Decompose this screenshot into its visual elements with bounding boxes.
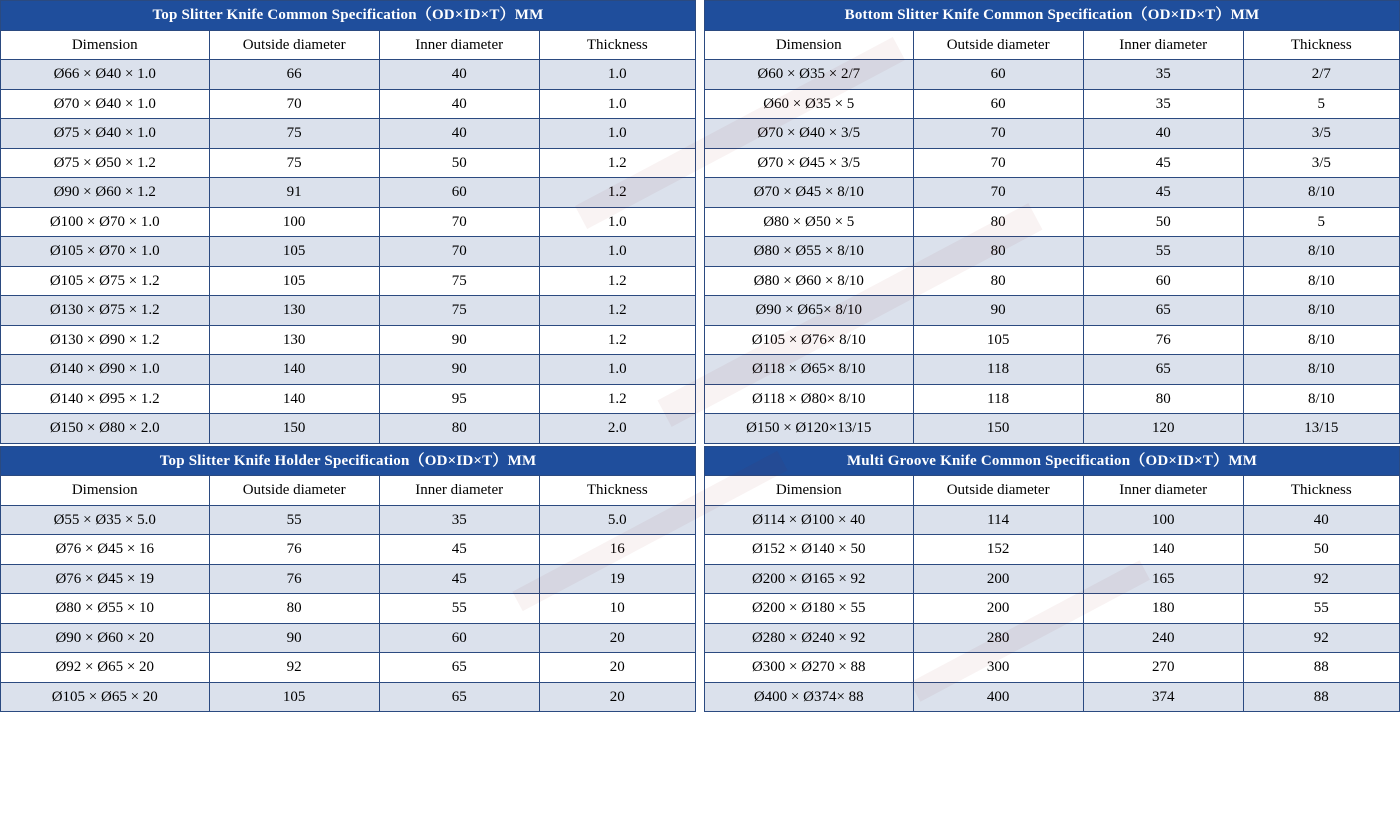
cell-thickness: 20 <box>539 653 695 683</box>
cell-thickness: 5.0 <box>539 505 695 535</box>
cell-inner-diameter: 65 <box>379 682 539 712</box>
cell-dimension: Ø90 × Ø60 × 1.2 <box>1 178 210 208</box>
table-row <box>1 653 696 683</box>
cell-inner-diameter: 65 <box>1083 355 1243 385</box>
table-row <box>705 594 1400 624</box>
cell-thickness: 1.2 <box>539 148 695 178</box>
cell-dimension: Ø150 × Ø120×13/15 <box>705 414 914 444</box>
cell-dimension: Ø400 × Ø374× 88 <box>705 682 914 712</box>
column-header: Inner diameter <box>1083 30 1243 60</box>
cell-dimension: Ø80 × Ø50 × 5 <box>705 207 914 237</box>
cell-dimension: Ø152 × Ø140 × 50 <box>705 535 914 565</box>
table-row <box>705 237 1400 267</box>
cell-inner-diameter: 165 <box>1083 564 1243 594</box>
cell-inner-diameter: 180 <box>1083 594 1243 624</box>
table-title: Multi Groove Knife Common Specification（OD×ID×T）MM <box>705 446 1400 476</box>
cell-dimension: Ø70 × Ø45 × 8/10 <box>705 178 914 208</box>
cell-outside-diameter: 105 <box>209 682 379 712</box>
cell-inner-diameter: 60 <box>379 178 539 208</box>
cell-thickness: 5 <box>1243 207 1399 237</box>
table-row <box>1 237 696 267</box>
cell-dimension: Ø92 × Ø65 × 20 <box>1 653 210 683</box>
cell-dimension: Ø66 × Ø40 × 1.0 <box>1 60 210 90</box>
cell-dimension: Ø140 × Ø90 × 1.0 <box>1 355 210 385</box>
table-title-row <box>1 446 696 476</box>
cell-thickness: 50 <box>1243 535 1399 565</box>
table-row <box>705 60 1400 90</box>
table-row <box>705 414 1400 444</box>
cell-thickness: 8/10 <box>1243 266 1399 296</box>
cell-inner-diameter: 90 <box>379 355 539 385</box>
table-row <box>705 623 1400 653</box>
cell-dimension: Ø60 × Ø35 × 5 <box>705 89 914 119</box>
cell-thickness: 40 <box>1243 505 1399 535</box>
cell-dimension: Ø70 × Ø40 × 3/5 <box>705 119 914 149</box>
cell-thickness: 3/5 <box>1243 119 1399 149</box>
cell-outside-diameter: 70 <box>913 148 1083 178</box>
cell-thickness: 8/10 <box>1243 178 1399 208</box>
table-row <box>705 148 1400 178</box>
cell-inner-diameter: 140 <box>1083 535 1243 565</box>
cell-thickness: 1.0 <box>539 89 695 119</box>
cell-thickness: 5 <box>1243 89 1399 119</box>
cell-outside-diameter: 66 <box>209 60 379 90</box>
table-title-row <box>1 1 696 31</box>
cell-outside-diameter: 150 <box>209 414 379 444</box>
column-header: Dimension <box>1 30 210 60</box>
column-header: Dimension <box>1 476 210 506</box>
cell-thickness: 1.0 <box>539 355 695 385</box>
cell-inner-diameter: 65 <box>1083 296 1243 326</box>
cell-dimension: Ø200 × Ø180 × 55 <box>705 594 914 624</box>
right-column <box>700 0 1400 831</box>
table-row <box>705 207 1400 237</box>
cell-dimension: Ø114 × Ø100 × 40 <box>705 505 914 535</box>
column-header: Dimension <box>705 30 914 60</box>
table-row <box>1 148 696 178</box>
cell-outside-diameter: 60 <box>913 89 1083 119</box>
table-row <box>1 178 696 208</box>
cell-outside-diameter: 200 <box>913 564 1083 594</box>
cell-inner-diameter: 55 <box>1083 237 1243 267</box>
cell-dimension: Ø75 × Ø50 × 1.2 <box>1 148 210 178</box>
table-row <box>1 414 696 444</box>
table-body-3 <box>705 446 1400 712</box>
cell-dimension: Ø200 × Ø165 × 92 <box>705 564 914 594</box>
cell-outside-diameter: 105 <box>209 237 379 267</box>
cell-inner-diameter: 70 <box>379 207 539 237</box>
cell-dimension: Ø118 × Ø65× 8/10 <box>705 355 914 385</box>
cell-inner-diameter: 100 <box>1083 505 1243 535</box>
cell-outside-diameter: 400 <box>913 682 1083 712</box>
cell-dimension: Ø130 × Ø75 × 1.2 <box>1 296 210 326</box>
cell-dimension: Ø80 × Ø60 × 8/10 <box>705 266 914 296</box>
cell-inner-diameter: 95 <box>379 384 539 414</box>
table-row <box>705 505 1400 535</box>
cell-dimension: Ø118 × Ø80× 8/10 <box>705 384 914 414</box>
cell-outside-diameter: 200 <box>913 594 1083 624</box>
cell-outside-diameter: 70 <box>209 89 379 119</box>
cell-inner-diameter: 80 <box>379 414 539 444</box>
cell-inner-diameter: 75 <box>379 296 539 326</box>
cell-outside-diameter: 80 <box>913 207 1083 237</box>
column-header: Thickness <box>539 476 695 506</box>
table-row <box>705 89 1400 119</box>
table-title-row <box>705 1 1400 31</box>
cell-thickness: 1.2 <box>539 178 695 208</box>
cell-thickness: 1.2 <box>539 384 695 414</box>
cell-inner-diameter: 60 <box>379 623 539 653</box>
cell-inner-diameter: 75 <box>379 266 539 296</box>
cell-inner-diameter: 45 <box>1083 178 1243 208</box>
table-row <box>705 682 1400 712</box>
table-row <box>1 505 696 535</box>
cell-thickness: 20 <box>539 682 695 712</box>
cell-outside-diameter: 75 <box>209 119 379 149</box>
column-header: Outside diameter <box>209 30 379 60</box>
cell-inner-diameter: 55 <box>379 594 539 624</box>
cell-outside-diameter: 80 <box>913 266 1083 296</box>
table-row <box>1 384 696 414</box>
table-row <box>705 355 1400 385</box>
cell-inner-diameter: 45 <box>379 564 539 594</box>
cell-thickness: 92 <box>1243 623 1399 653</box>
table-row <box>705 653 1400 683</box>
cell-outside-diameter: 150 <box>913 414 1083 444</box>
cell-outside-diameter: 80 <box>209 594 379 624</box>
column-header: Thickness <box>1243 476 1399 506</box>
cell-outside-diameter: 80 <box>913 237 1083 267</box>
cell-inner-diameter: 120 <box>1083 414 1243 444</box>
cell-inner-diameter: 50 <box>379 148 539 178</box>
cell-dimension: Ø280 × Ø240 × 92 <box>705 623 914 653</box>
cell-outside-diameter: 55 <box>209 505 379 535</box>
cell-thickness: 2/7 <box>1243 60 1399 90</box>
cell-inner-diameter: 65 <box>379 653 539 683</box>
table-row <box>1 207 696 237</box>
cell-thickness: 1.0 <box>539 60 695 90</box>
cell-outside-diameter: 300 <box>913 653 1083 683</box>
cell-outside-diameter: 90 <box>209 623 379 653</box>
cell-inner-diameter: 35 <box>1083 60 1243 90</box>
table-bottom-slitter-knife-common <box>704 0 1400 444</box>
cell-thickness: 20 <box>539 623 695 653</box>
cell-thickness: 8/10 <box>1243 325 1399 355</box>
table-row <box>705 119 1400 149</box>
table-row <box>705 178 1400 208</box>
table-header-row <box>1 30 696 60</box>
table-row <box>1 682 696 712</box>
cell-inner-diameter: 50 <box>1083 207 1243 237</box>
cell-thickness: 8/10 <box>1243 237 1399 267</box>
table-row <box>1 623 696 653</box>
cell-dimension: Ø80 × Ø55 × 8/10 <box>705 237 914 267</box>
column-header: Outside diameter <box>913 30 1083 60</box>
cell-inner-diameter: 45 <box>1083 148 1243 178</box>
cell-dimension: Ø90 × Ø65× 8/10 <box>705 296 914 326</box>
cell-dimension: Ø55 × Ø35 × 5.0 <box>1 505 210 535</box>
cell-outside-diameter: 130 <box>209 296 379 326</box>
cell-outside-diameter: 280 <box>913 623 1083 653</box>
cell-thickness: 88 <box>1243 653 1399 683</box>
table-top-slitter-knife-common <box>0 0 696 444</box>
table-row <box>1 89 696 119</box>
table-body-0 <box>1 1 696 444</box>
cell-inner-diameter: 40 <box>379 89 539 119</box>
table-row <box>705 325 1400 355</box>
cell-inner-diameter: 40 <box>379 60 539 90</box>
cell-inner-diameter: 45 <box>379 535 539 565</box>
cell-inner-diameter: 35 <box>1083 89 1243 119</box>
cell-outside-diameter: 100 <box>209 207 379 237</box>
cell-dimension: Ø80 × Ø55 × 10 <box>1 594 210 624</box>
table-title: Top Slitter Knife Common Specification（OD×ID×T）MM <box>1 1 696 31</box>
cell-outside-diameter: 70 <box>913 119 1083 149</box>
cell-dimension: Ø130 × Ø90 × 1.2 <box>1 325 210 355</box>
cell-thickness: 8/10 <box>1243 384 1399 414</box>
cell-dimension: Ø105 × Ø65 × 20 <box>1 682 210 712</box>
column-header: Outside diameter <box>913 476 1083 506</box>
table-row <box>1 325 696 355</box>
cell-outside-diameter: 91 <box>209 178 379 208</box>
table-title: Top Slitter Knife Holder Specification（OD×ID×T）MM <box>1 446 696 476</box>
cell-outside-diameter: 92 <box>209 653 379 683</box>
column-header: Thickness <box>539 30 695 60</box>
cell-thickness: 1.0 <box>539 119 695 149</box>
cell-outside-diameter: 140 <box>209 355 379 385</box>
table-header-row <box>705 30 1400 60</box>
table-title: Bottom Slitter Knife Common Specification（OD×ID×T）MM <box>705 1 1400 31</box>
table-row <box>1 594 696 624</box>
cell-dimension: Ø105 × Ø70 × 1.0 <box>1 237 210 267</box>
table-row <box>1 266 696 296</box>
cell-inner-diameter: 40 <box>379 119 539 149</box>
cell-dimension: Ø300 × Ø270 × 88 <box>705 653 914 683</box>
table-row <box>705 266 1400 296</box>
cell-outside-diameter: 152 <box>913 535 1083 565</box>
cell-outside-diameter: 70 <box>913 178 1083 208</box>
table-row <box>705 535 1400 565</box>
table-header-row <box>705 476 1400 506</box>
cell-thickness: 1.0 <box>539 207 695 237</box>
cell-thickness: 13/15 <box>1243 414 1399 444</box>
cell-outside-diameter: 75 <box>209 148 379 178</box>
table-top-slitter-knife-holder <box>0 446 696 713</box>
cell-outside-diameter: 76 <box>209 535 379 565</box>
cell-outside-diameter: 140 <box>209 384 379 414</box>
cell-thickness: 1.0 <box>539 237 695 267</box>
cell-dimension: Ø76 × Ø45 × 16 <box>1 535 210 565</box>
table-body-1 <box>705 1 1400 444</box>
cell-outside-diameter: 60 <box>913 60 1083 90</box>
cell-inner-diameter: 270 <box>1083 653 1243 683</box>
cell-dimension: Ø105 × Ø75 × 1.2 <box>1 266 210 296</box>
table-row <box>1 564 696 594</box>
cell-thickness: 19 <box>539 564 695 594</box>
table-header-row <box>1 476 696 506</box>
cell-thickness: 1.2 <box>539 325 695 355</box>
cell-thickness: 1.2 <box>539 266 695 296</box>
cell-outside-diameter: 105 <box>913 325 1083 355</box>
cell-dimension: Ø105 × Ø76× 8/10 <box>705 325 914 355</box>
cell-inner-diameter: 76 <box>1083 325 1243 355</box>
column-header: Dimension <box>705 476 914 506</box>
cell-dimension: Ø70 × Ø40 × 1.0 <box>1 89 210 119</box>
table-row <box>1 535 696 565</box>
table-row <box>1 119 696 149</box>
cell-outside-diameter: 76 <box>209 564 379 594</box>
table-row <box>1 296 696 326</box>
table-row <box>705 296 1400 326</box>
cell-dimension: Ø75 × Ø40 × 1.0 <box>1 119 210 149</box>
cell-dimension: Ø140 × Ø95 × 1.2 <box>1 384 210 414</box>
cell-outside-diameter: 90 <box>913 296 1083 326</box>
cell-outside-diameter: 118 <box>913 384 1083 414</box>
cell-thickness: 8/10 <box>1243 355 1399 385</box>
table-multi-groove-knife-common <box>704 446 1400 713</box>
cell-inner-diameter: 90 <box>379 325 539 355</box>
cell-dimension: Ø70 × Ø45 × 3/5 <box>705 148 914 178</box>
cell-inner-diameter: 80 <box>1083 384 1243 414</box>
cell-dimension: Ø60 × Ø35 × 2/7 <box>705 60 914 90</box>
cell-outside-diameter: 105 <box>209 266 379 296</box>
column-header: Outside diameter <box>209 476 379 506</box>
cell-dimension: Ø100 × Ø70 × 1.0 <box>1 207 210 237</box>
table-row <box>1 355 696 385</box>
cell-thickness: 8/10 <box>1243 296 1399 326</box>
cell-thickness: 2.0 <box>539 414 695 444</box>
cell-thickness: 3/5 <box>1243 148 1399 178</box>
cell-inner-diameter: 70 <box>379 237 539 267</box>
column-header: Inner diameter <box>1083 476 1243 506</box>
table-title-row <box>705 446 1400 476</box>
cell-thickness: 55 <box>1243 594 1399 624</box>
cell-inner-diameter: 374 <box>1083 682 1243 712</box>
cell-thickness: 1.2 <box>539 296 695 326</box>
cell-thickness: 16 <box>539 535 695 565</box>
cell-thickness: 88 <box>1243 682 1399 712</box>
cell-dimension: Ø90 × Ø60 × 20 <box>1 623 210 653</box>
cell-dimension: Ø76 × Ø45 × 19 <box>1 564 210 594</box>
cell-inner-diameter: 40 <box>1083 119 1243 149</box>
cell-inner-diameter: 60 <box>1083 266 1243 296</box>
cell-outside-diameter: 114 <box>913 505 1083 535</box>
cell-outside-diameter: 130 <box>209 325 379 355</box>
cell-thickness: 92 <box>1243 564 1399 594</box>
column-header: Inner diameter <box>379 30 539 60</box>
cell-dimension: Ø150 × Ø80 × 2.0 <box>1 414 210 444</box>
cell-outside-diameter: 118 <box>913 355 1083 385</box>
table-body-2 <box>1 446 696 712</box>
cell-thickness: 10 <box>539 594 695 624</box>
table-row <box>705 564 1400 594</box>
table-row <box>1 60 696 90</box>
table-row <box>705 384 1400 414</box>
cell-inner-diameter: 35 <box>379 505 539 535</box>
column-header: Thickness <box>1243 30 1399 60</box>
column-header: Inner diameter <box>379 476 539 506</box>
cell-inner-diameter: 240 <box>1083 623 1243 653</box>
